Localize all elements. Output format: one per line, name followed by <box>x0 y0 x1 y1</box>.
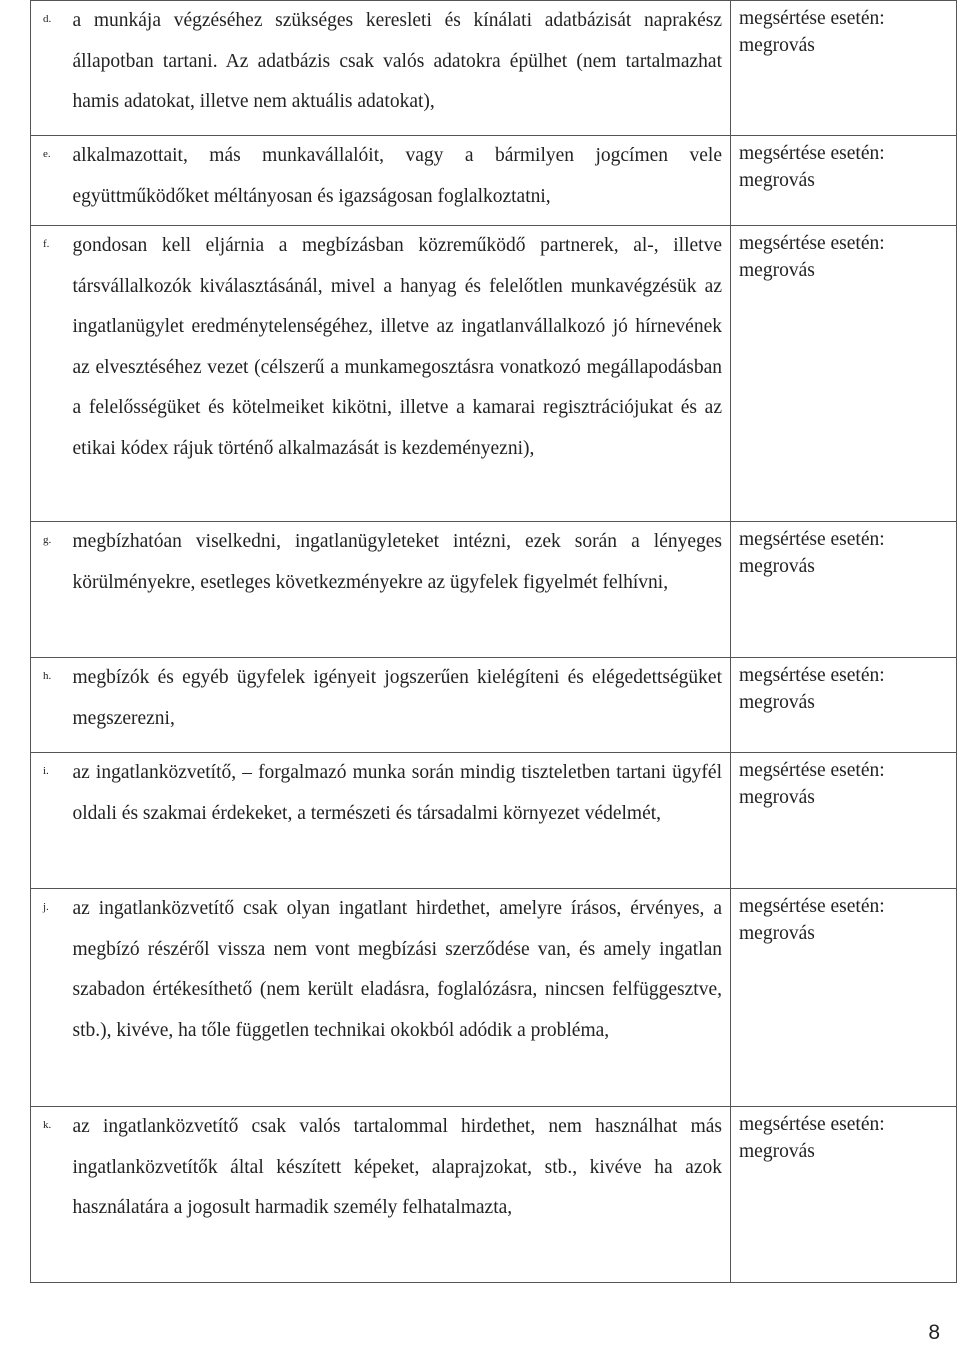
item-text <box>65 889 731 1107</box>
item-text-body: az ingatlanközvetítő, – forgalmazó munka során mindig tiszteletben tartani ügyfél oldali és szakmai érdekeket, a természeti és társadalmi környezet védelmét, <box>72 762 722 824</box>
page-number: 8 <box>928 1321 940 1344</box>
item-text <box>65 658 731 753</box>
table-row <box>31 522 957 658</box>
table-row <box>31 1 957 136</box>
item-text-body: gondosan kell eljárnia a megbízásban közreműködő partnerek, al-, illetve társvállalkozók kiválasztásánál, mivel a hanyag és felelőtlen munkavégzésük az ingatlanügylet eredménytelenségéhez, illetve az ingatlanvállalkozó jó hírnevének az elvesztéséhez vezet (célszerű a munkamegosztásra vonatkozó megállapodásban a felelősségüket és kötelmeiket kikötni, illetve a kamarai regisztrációjukat és az etikai kódex rájuk történő alkalmazását is kezdeményezni), <box>72 235 722 459</box>
item-penalty: megsértése esetén: megrovás <box>731 753 957 889</box>
item-penalty: megsértése esetén: megrovás <box>731 1107 957 1283</box>
item-marker: h. <box>31 658 65 753</box>
item-text-body: a munkája végzéséhez szükséges keresleti és kínálati adatbázisát naprakész állapotban tartani. Az adatbázis csak valós adatokra épülhet (nem tartalmazhat hamis adatokat, illetve nem aktuális adatokat), <box>72 10 722 112</box>
table-row <box>31 226 957 522</box>
item-marker: f. <box>31 226 65 522</box>
item-penalty: megsértése esetén: megrovás <box>731 889 957 1107</box>
item-penalty: megsértése esetén: megrovás <box>731 658 957 753</box>
item-text-body: megbízók és egyéb ügyfelek igényeit jogszerűen kielégíteni és elégedettségüket megszerezni, <box>72 667 722 729</box>
item-text-body: az ingatlanközvetítő csak olyan ingatlant hirdethet, amelyre írásos, érvényes, a megbízó részéről vissza nem vont megbízási szerződése van, és amely ingatlan szabadon értékesíthető (nem került eladásra, foglalózásra, nincsen felfüggesztve, stb.), kivéve, ha tőle független technikai okokból adódik a probléma, <box>72 898 722 1041</box>
item-penalty: megsértése esetén: megrovás <box>731 226 957 522</box>
rules-table <box>30 0 957 1283</box>
item-text <box>65 522 731 658</box>
item-penalty: megsértése esetén: megrovás <box>731 522 957 658</box>
item-marker: i. <box>31 753 65 889</box>
table-row <box>31 658 957 753</box>
item-text <box>65 136 731 226</box>
item-text <box>65 1 731 136</box>
item-penalty: megsértése esetén: megrovás <box>731 1 957 136</box>
item-marker: k. <box>31 1107 65 1283</box>
item-penalty: megsértése esetén: megrovás <box>731 136 957 226</box>
item-text-body: az ingatlanközvetítő csak valós tartalommal hirdethet, nem használhat más ingatlanközvetítők által készített képeket, alaprajzokat, stb., kivéve ha azok használatára a jogosult harmadik személy felhatalmazta, <box>72 1116 722 1218</box>
item-text <box>65 753 731 889</box>
item-text-body: megbízhatóan viselkedni, ingatlanügyleteket intézni, ezek során a lényeges körülményekre, esetleges következményekre az ügyfelek figyelmét felhívni, <box>72 531 722 593</box>
item-text <box>65 226 731 522</box>
table-row <box>31 1107 957 1283</box>
table-row <box>31 889 957 1107</box>
item-marker: g. <box>31 522 65 658</box>
table-row <box>31 753 957 889</box>
table-row <box>31 136 957 226</box>
item-marker: j. <box>31 889 65 1107</box>
item-text <box>65 1107 731 1283</box>
item-text-body: alkalmazottait, más munkavállalóit, vagy a bármilyen jogcímen vele együttműködőket méltányosan és igazságosan foglalkoztatni, <box>72 145 722 207</box>
item-marker: d. <box>31 1 65 136</box>
item-marker: e. <box>31 136 65 226</box>
